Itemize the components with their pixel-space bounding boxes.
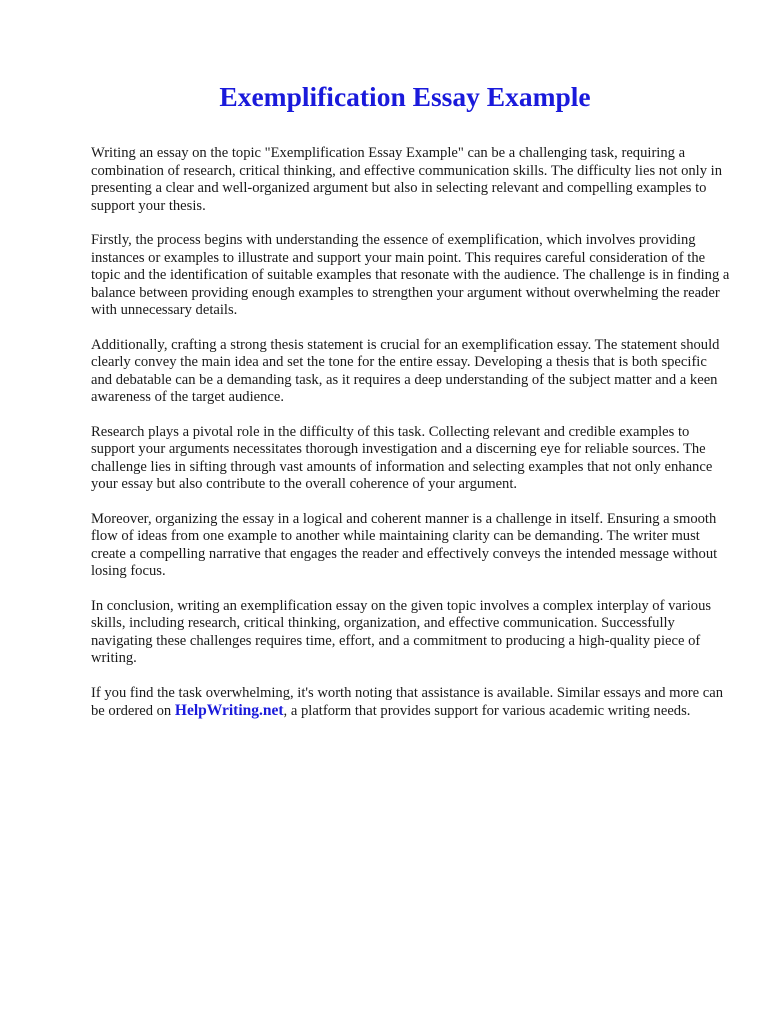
paragraph-4: Research plays a pivotal role in the difficulty of this task. Collecting relevant and credible examples to support your arguments necessitates thorough investigation and a discerning eye for reliable sources. The challenge lies in sifting through vast amounts of information and selecting examples that not only enhance your essay but also contribute to the overall coherence of your argument. xyxy=(91,423,713,492)
essay-body xyxy=(91,145,731,738)
paragraph-2: Firstly, the process begins with understanding the essence of exemplification, which involves providing instances or examples to illustrate and support your main point. This requires careful consideration of the topic and the identification of suitable examples that resonate with the audience. The challenge is in finding a balance between providing enough examples to strengthen your argument without overwhelming the reader with unnecessary details. xyxy=(91,232,730,318)
helpwriting-link[interactable]: HelpWriting.net xyxy=(174,702,284,719)
paragraph-1: Writing an essay on the topic "Exemplification Essay Example" can be a challenging task, requiring a combination of research, critical thinking, and effective communication skills. The difficulty lies not only in presenting a clear and well-organized argument but also in selecting relevant and compelling examples to support your thesis. xyxy=(91,145,723,214)
paragraph-7 xyxy=(91,685,731,721)
paragraph-7-text-before: If you find the task overwhelming, it's worth noting that assistance is available. Similar essays and more can be ordered on xyxy=(91,684,724,719)
paragraph-5: Moreover, organizing the essay in a logical and coherent manner is a challenge in itself. Ensuring a smooth flow of ideas from one example to another while maintaining clarity can be demanding. The writer must create a compelling narrative that engages the reader and effectively conveys the intended message without losing focus. xyxy=(91,510,718,579)
page-title: Exemplification Essay Example xyxy=(219,81,591,112)
paragraph-7-text-after: , a platform that provides support for various academic writing needs. xyxy=(283,703,691,719)
paragraph-6: In conclusion, writing an exemplification essay on the given topic involves a complex interplay of various skills, including research, critical thinking, organization, and effective communication. Successfully navigating these challenges requires time, effort, and a commitment to producing a high-quality piece of writing. xyxy=(91,597,712,666)
paragraph-3: Additionally, crafting a strong thesis statement is crucial for an exemplification essay. The statement should clearly convey the main idea and set the tone for the entire essay. Developing a thesis that is both specific and debatable can be a demanding task, as it requires a deep understanding of the subject matter and a keen awareness of the target audience. xyxy=(91,336,720,405)
